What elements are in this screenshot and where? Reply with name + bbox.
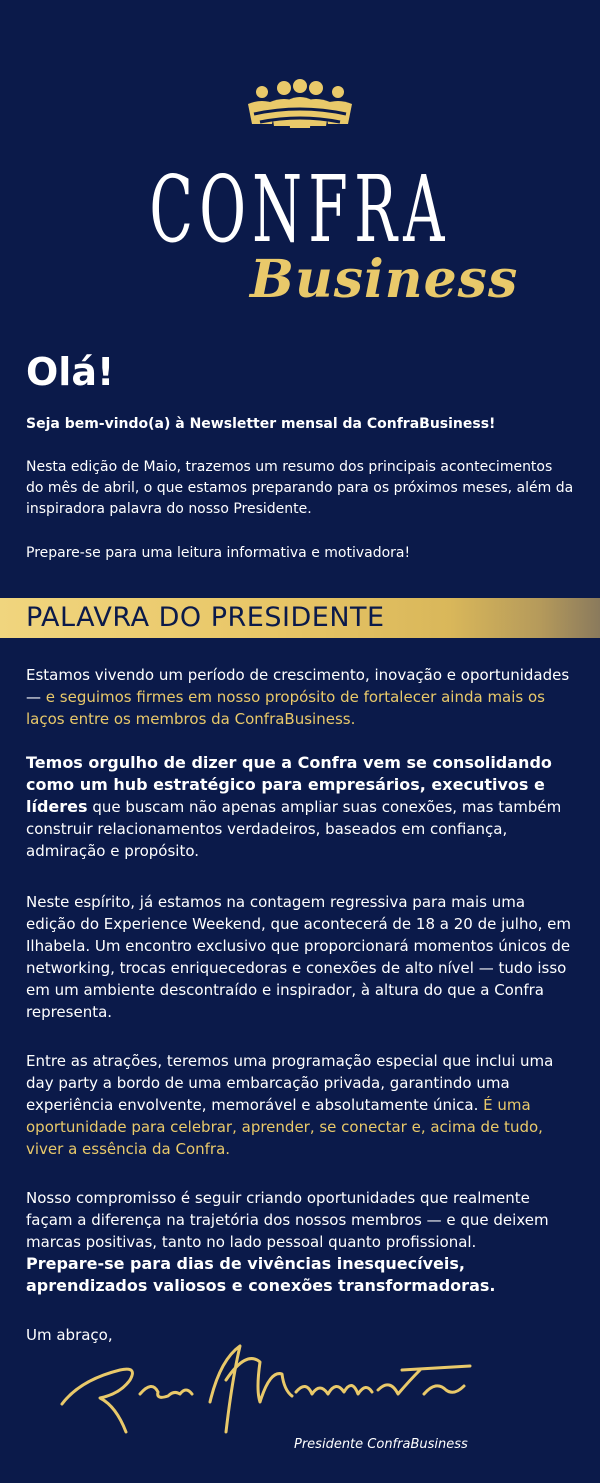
- letter-paragraph-5: [26, 1187, 576, 1297]
- closing-text: Um abraço,: [26, 1326, 113, 1344]
- letter-paragraph-1: [26, 664, 576, 730]
- signature-image: [60, 1340, 480, 1440]
- people-emblem-icon: [0, 78, 600, 158]
- letter-p5-bold: Prepare-se para dias de vivências inesquecíveis, aprendizados valiosos e conexões transformadoras.: [26, 1254, 496, 1295]
- letter-paragraph-4: [26, 1050, 576, 1160]
- greeting: Olá!: [26, 350, 115, 394]
- section-title-bold: PALAVRA: [26, 602, 150, 633]
- section-title: [26, 603, 385, 633]
- letter-p4-highlight: É uma oportunidade para celebrar, aprender, se conectar e, acima de tudo, viver a essência da Confra.: [26, 1096, 543, 1158]
- edition-text: Nesta edição de Maio, trazemos um resumo dos principais acontecimentos do mês de abril, o que estamos preparando para os próximos meses, além da inspiradora palavra do nosso Presidente.: [26, 459, 574, 517]
- section-banner: [0, 598, 600, 638]
- letter-p2-text: que buscam não apenas ampliar suas conexões, mas também construir relacionamentos verdadeiros, baseados em confiança, admiração e propósito.: [26, 798, 562, 860]
- letter-p1-text: Estamos vivendo um período de crescimento, inovação e oportunidades —: [26, 666, 570, 706]
- signature-caption: Presidente ConfraBusiness: [294, 1437, 468, 1452]
- letter-p4-text: Entre as atrações, teremos uma programação especial que inclui uma day party a bordo de uma embarcação privada, garantindo uma experiência envolvente, memorável e absolutamente única.: [26, 1052, 554, 1114]
- confrabusiness-logo: [0, 78, 600, 338]
- letter-p1-highlight: e seguimos firmes em nosso propósito de fortalecer ainda mais os laços entre os membros da ConfraBusiness.: [26, 688, 545, 728]
- letter-paragraph-2: [26, 752, 576, 862]
- logo-script: Business: [250, 249, 519, 310]
- logo-wordmark: CONFRA: [149, 156, 451, 263]
- prepare-text: Prepare-se para uma leitura informativa e motivadora!: [26, 545, 411, 561]
- letter-p5-text: Nosso compromisso é seguir criando oportunidades que realmente façam a diferença na trajetória dos nossos membros — e que deixem marcas positivas, tanto no lado pessoal quanto profissional.: [26, 1189, 549, 1251]
- section-title-light: DO PRESIDENTE: [158, 602, 385, 633]
- letter-paragraph-3: Neste espírito, já estamos na contagem regressiva para mais uma edição do Experience Weekend, que acontecerá de 18 a 20 de julho, em Ilhabela. Um encontro exclusivo que proporcionará momentos únicos de networking, trocas enriquecedoras e conexões de alto nível — tudo isso em um ambiente descontraído e inspirador, à altura do que a Confra representa.: [26, 893, 572, 1021]
- letter-p2-bold: Temos orgulho de dizer que a Confra vem se consolidando como um hub estratégico para empresários, executivos e líderes: [26, 753, 552, 816]
- welcome-text: Seja bem-vindo(a) à Newsletter mensal da ConfraBusiness!: [26, 416, 496, 432]
